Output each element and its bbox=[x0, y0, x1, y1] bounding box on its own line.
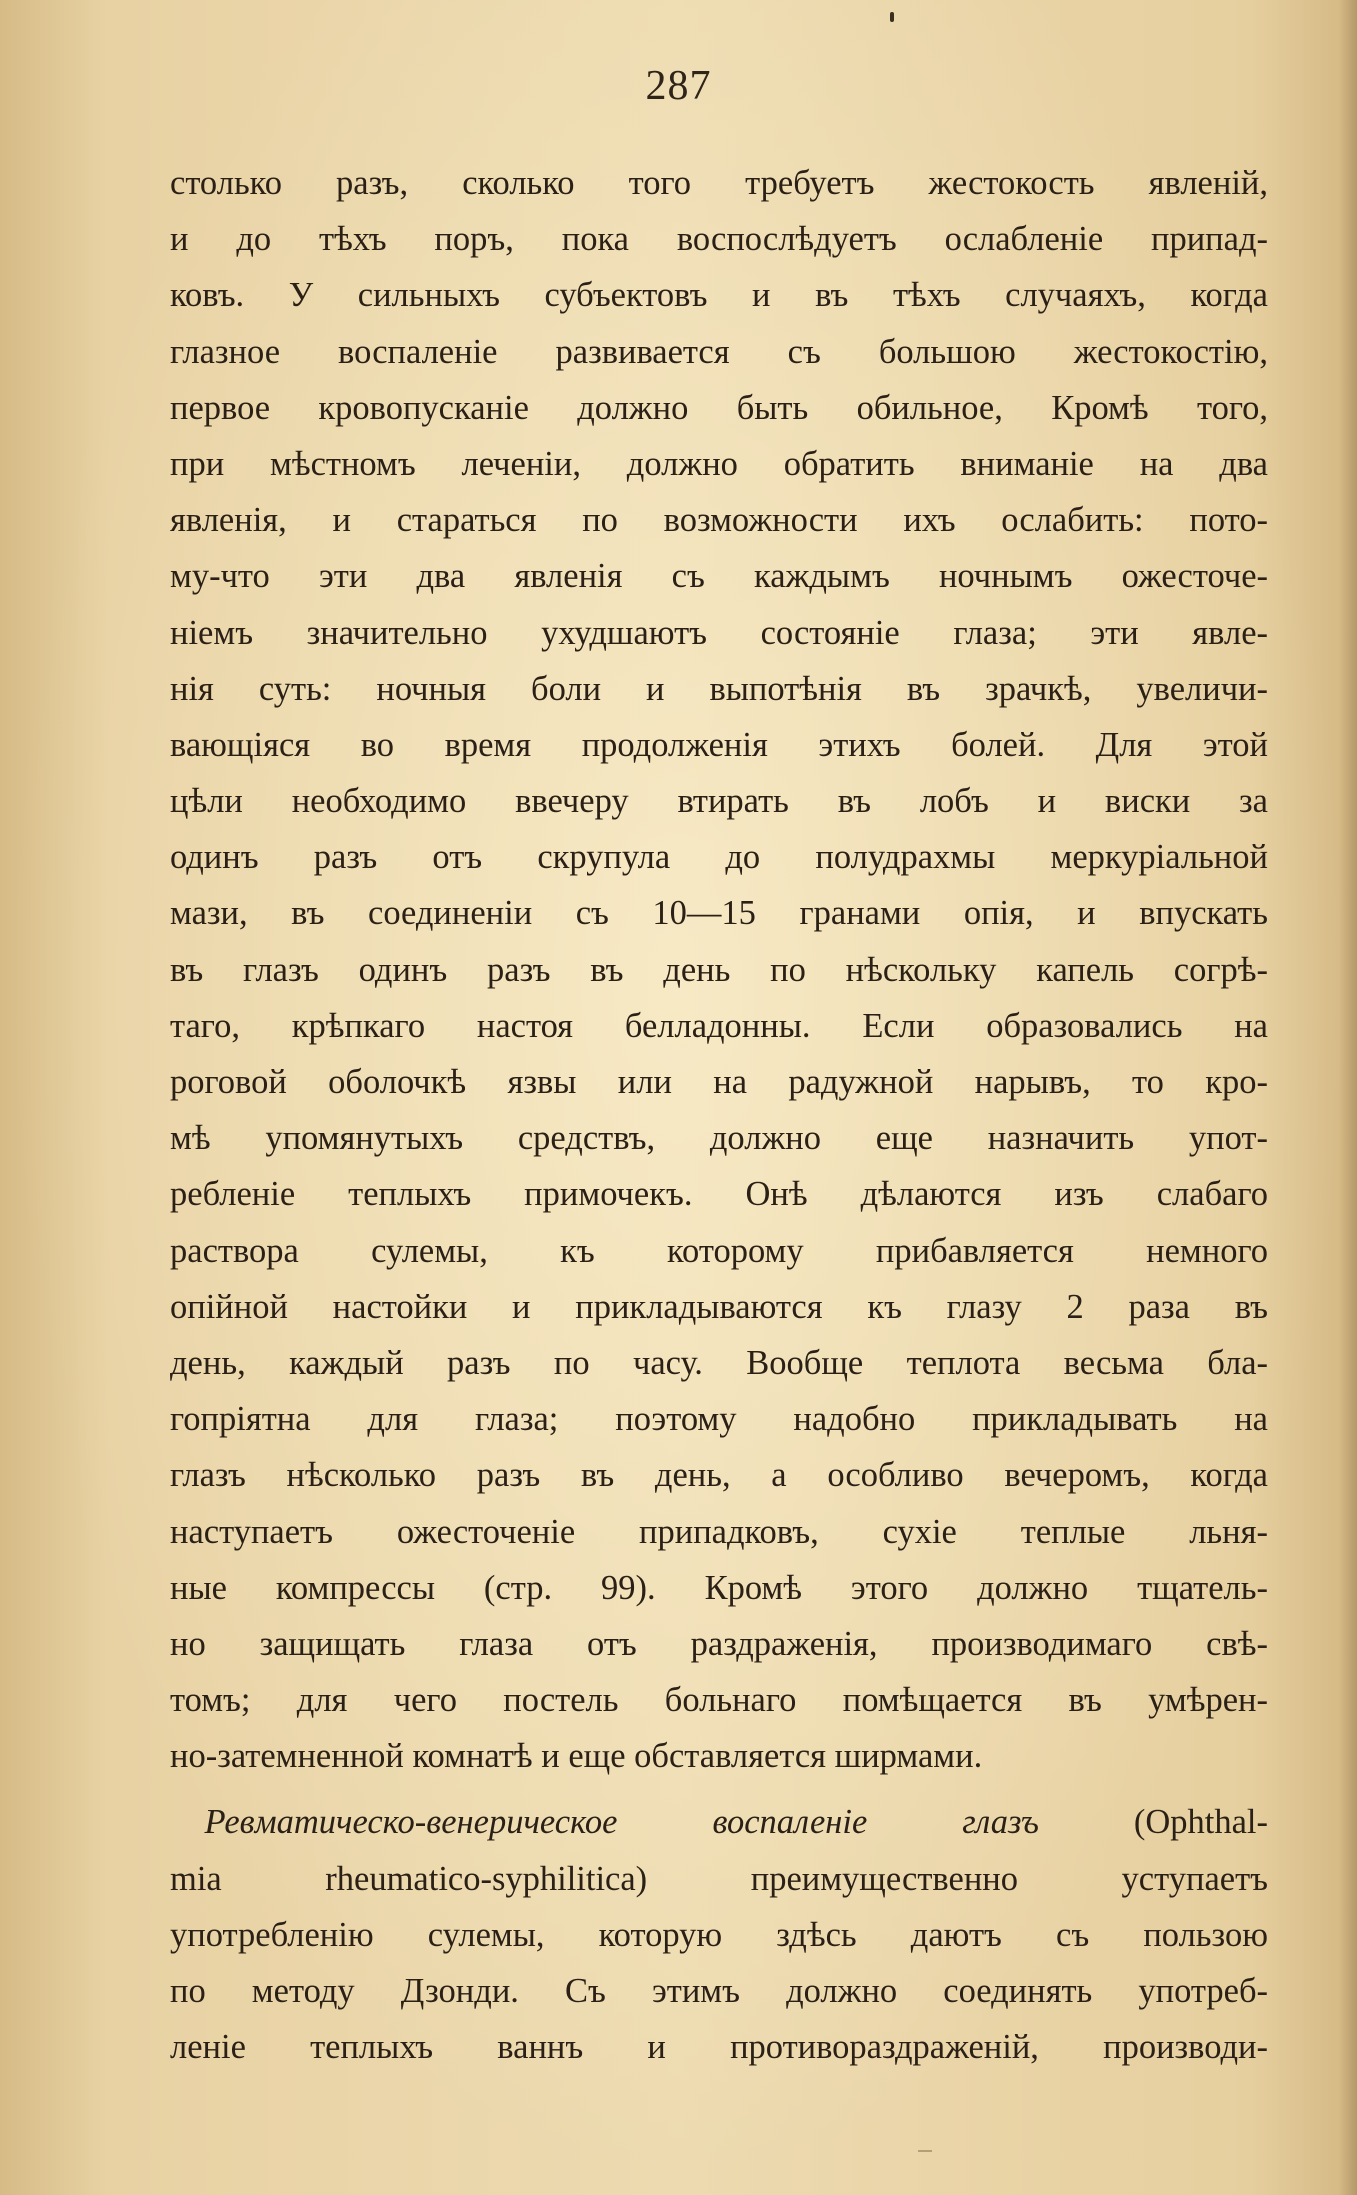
text-line: mia rheumatico-syphilitica) преимущественно уступаетъ bbox=[170, 1859, 1268, 1898]
text-line: роговой оболочкѣ язвы или на радужной нарывъ, то кро- bbox=[170, 1063, 1268, 1101]
text-line: леніе теплыхъ ваннъ и противораздраженій, производи- bbox=[170, 2028, 1268, 2067]
text-line: по методу Дзонди. Съ этимъ должно соединять употреб- bbox=[170, 1972, 1268, 2010]
text-line: ребленіе теплыхъ примочекъ. Онѣ дѣлаются изъ слабаго bbox=[170, 1175, 1268, 1214]
text-line: томъ; для чего постель больнаго помѣщается въ умѣрен- bbox=[170, 1681, 1268, 1720]
text-line: первое кровопусканіе должно быть обильное, Кромѣ того, bbox=[170, 388, 1268, 427]
text-line: глазъ нѣсколько разъ въ день, а особливо вечеромъ, когда bbox=[170, 1456, 1268, 1495]
text-line: раствора сулемы, къ которому прибавляется немного bbox=[170, 1231, 1268, 1270]
text-line: ніемъ значительно ухудшаютъ состояніе глаза; эти явле- bbox=[170, 613, 1268, 652]
text-line: одинъ разъ отъ скрупула до полудрахмы меркуріальной bbox=[170, 838, 1268, 877]
text-line: въ глазъ одинъ разъ въ день по нѣскольку капель согрѣ- bbox=[170, 950, 1268, 989]
top-ink-mark bbox=[890, 12, 894, 22]
text-line: гопріятна для глаза; поэтому надобно прикладывать на bbox=[170, 1400, 1268, 1439]
text-line: мѣ упомянутыхъ средствъ, должно еще назначить упот- bbox=[170, 1119, 1268, 1158]
text-line: при мѣстномъ леченіи, должно обратить вниманіе на два bbox=[170, 444, 1268, 483]
text-line: столько разъ, сколько того требуетъ жестокость явленій, bbox=[170, 164, 1268, 202]
text-line: цѣли необходимо ввечеру втирать въ лобъ и виски за bbox=[170, 782, 1268, 821]
text-line: день, каждый разъ по часу. Вообще теплота весьма бла- bbox=[170, 1343, 1268, 1382]
text-line: ные компрессы (стр. 99). Кромѣ этого должно тщатель- bbox=[170, 1568, 1268, 1607]
bottom-ink-mark bbox=[918, 2150, 932, 2152]
text-line: но-затемненной комнатѣ и еще обставляется ширмами. bbox=[170, 1737, 983, 1776]
text-line: употребленію сулемы, которую здѣсь даютъ съ пользою bbox=[170, 1915, 1268, 1954]
text-line: глазное воспаленіе развивается съ большою жестокостію, bbox=[170, 332, 1268, 371]
text-line: наступаетъ ожесточеніе припадковъ, сухіе теплые льня- bbox=[170, 1512, 1268, 1551]
text-line: опійной настойки и прикладываются къ глазу 2 раза въ bbox=[170, 1287, 1268, 1326]
page-body-text bbox=[170, 155, 1268, 2075]
text-line: явленія, и стараться по возможности ихъ ослабить: пото- bbox=[170, 501, 1268, 540]
text-line: и до тѣхъ поръ, пока воспослѣдуетъ ослабленіе припад- bbox=[170, 220, 1268, 259]
paragraph-heading-line bbox=[170, 1794, 1268, 1850]
latin-term: (Ophthal- bbox=[1038, 1803, 1268, 1842]
text-line: ковъ. У сильныхъ субъектовъ и въ тѣхъ случаяхъ, когда bbox=[170, 276, 1268, 315]
text-line: нія суть: ночныя боли и выпотѣнія въ зрачкѣ, увеличи- bbox=[170, 669, 1268, 708]
text-line: мази, въ соединеніи съ 10—15 гранами опія, и впускать bbox=[170, 894, 1268, 933]
page-edge-shadow bbox=[1339, 0, 1357, 2195]
text-line: му-что эти два явленія съ каждымъ ночнымъ ожесточе- bbox=[170, 557, 1268, 596]
text-line: вающіяся во время продолженія этихъ болей. Для этой bbox=[170, 725, 1268, 764]
text-line: но защищать глаза отъ раздраженія, производимаго свѣ- bbox=[170, 1624, 1268, 1663]
page-number: 287 bbox=[645, 63, 712, 109]
text-line: таго, крѣпкаго настоя белладонны. Если образовались на bbox=[170, 1006, 1268, 1045]
paragraph-gap bbox=[170, 1784, 1268, 1794]
section-heading: Ревматическо-венерическое воспаленіе глазъ bbox=[204, 1803, 1039, 1842]
